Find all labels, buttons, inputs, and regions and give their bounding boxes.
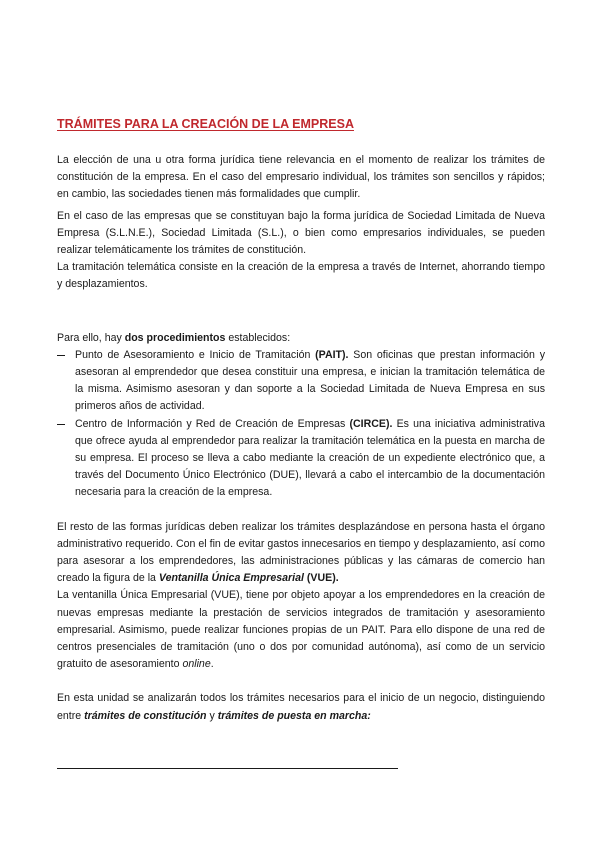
footnote-separator <box>57 768 398 769</box>
circe-bold: (CIRCE). <box>349 417 393 430</box>
closing-paragraph <box>57 690 545 724</box>
intro-paragraph-1: La elección de una u otra forma jurídica tiene relevancia en el momento de realizar los trámites de constitución de la empresa. En el caso del empresario individual, los trámites son sencillos y rápidos; en cambio, las sociedades tienen más formalidades que cumplir. <box>57 154 545 201</box>
procedures-lead-bold: dos procedimientos <box>124 331 226 344</box>
procedures-lead <box>57 330 545 347</box>
page-title: TRÁMITES PARA LA CREACIÓN DE LA EMPRESA <box>57 117 354 131</box>
pait-bold: (PAIT). <box>315 348 349 361</box>
closing-bold-italic-1: trámites de constitución <box>84 709 207 722</box>
closing-bold-italic-2: trámites de puesta en marcha: <box>217 709 371 722</box>
procedures-lead-post: establecidos: <box>225 331 291 344</box>
document-body <box>57 152 545 725</box>
pait-post: Son oficinas que prestan información y asesoran al emprendedor que desea constituir una empresa, e inician la tramitación telemática de la misma. Asimismo asesoran y dan soporte a la Sociedad Limitada de Nueva Empresa en sus primeros años de actividad. <box>75 348 545 413</box>
dash-bullet-icon <box>57 424 65 425</box>
others-paragraph-1 <box>57 519 545 588</box>
pait-pre: Punto de Asesoramiento e Inicio de Tramitación <box>75 348 316 361</box>
closing-pre: En esta unidad se analizarán todos los trámites necesarios para el inicio de un negocio, distinguiendo entre <box>57 692 545 722</box>
circe-post: Es una iniciativa administrativa que ofrece ayuda al emprendedor para realizar la tramitación telemática en la puesta en marcha de su empresa. El proceso se lleva a cabo mediante la creación de un expediente electrónico que, a través del Documento Único Electrónico (DUE), llevará a cabo el intercambio de la documentación necesaria para la creación de la empresa. <box>75 417 545 499</box>
list-item-pait <box>57 347 545 416</box>
others-p2-post: . <box>210 658 214 671</box>
others-paragraph-2 <box>57 587 545 673</box>
online-italic: online <box>182 658 211 671</box>
intro-paragraph-3: La tramitación telemática consiste en la creación de la empresa a través de Internet, ahorrando tiempo y desplazamientos. <box>57 261 545 291</box>
others-p1-pre: El resto de las formas jurídicas deben realizar los trámites desplazándose en persona hasta el órgano administrativo requerido. Con el fin de evitar gastos innecesarios en tiempo y desplazamiento, así como para asesorar a los emprendedores, las administraciones públicas y las cámaras de comercio han creado la figura de la <box>57 520 545 585</box>
list-item-circe <box>57 416 545 502</box>
circe-pre: Centro de Información y Red de Creación de Empresas <box>75 417 350 430</box>
intro-paragraph-2: En el caso de las empresas que se constituyan bajo la forma jurídica de Sociedad Limitada de Nueva Empresa (S.L.N.E.), Sociedad Limitada (S.L.), o bien como empresarios individuales, se pueden realizar telemáticamente los trámites de constitución. <box>57 209 545 257</box>
others-p2-pre: La ventanilla Única Empresarial (VUE), tiene por objeto apoyar a los emprendedores en la creación de nuevas empresas mediante la prestación de servicios integrados de tramitación y asesoramiento empresarial. Asimismo, puede realizar funciones propias de un PAIT. Para ello dispone de una red de centros presenciales de tramitación (uno o dos por comunidad autónoma), así como de un servicio gratuito de asesoramiento <box>57 589 545 671</box>
dash-bullet-icon <box>57 355 65 356</box>
closing-mid: y <box>206 709 218 722</box>
vue-bold: (VUE). <box>303 572 339 585</box>
procedures-list <box>57 347 545 502</box>
vue-bold-italic: Ventanilla Única Empresarial <box>158 572 304 585</box>
procedures-lead-pre: Para ello, hay <box>57 331 125 344</box>
